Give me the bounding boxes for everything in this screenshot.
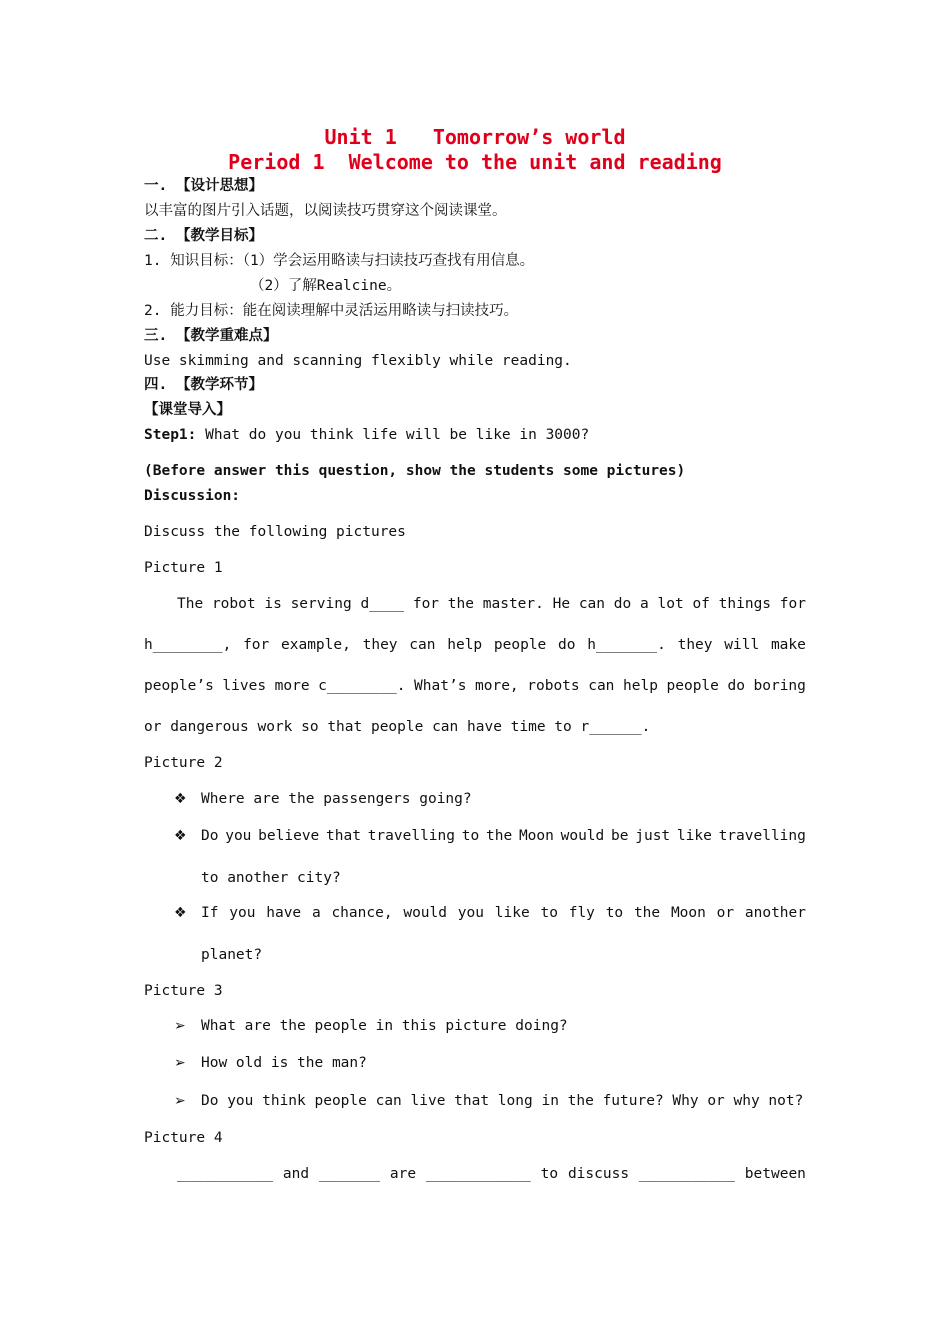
diamond-bullet-icon: ❖ xyxy=(174,791,187,807)
step1-line xyxy=(144,428,589,443)
word: to xyxy=(540,1166,559,1182)
picture1-line2 xyxy=(144,638,806,653)
word: make xyxy=(770,637,806,653)
discuss-instruction: Discuss the following pictures xyxy=(144,524,406,540)
word: can xyxy=(578,596,606,612)
key-points-text: Use skimming and scanning flexibly while reading. xyxy=(144,353,572,369)
word: h_______. xyxy=(587,637,666,653)
section-heading-design: 一. 【设计思想】 xyxy=(144,178,263,194)
word: d____ xyxy=(360,596,405,612)
diamond-bullet-icon: ❖ xyxy=(174,828,187,844)
picture2-label: Picture 2 xyxy=(144,755,223,771)
word: lives xyxy=(222,678,267,694)
design-text: 以丰富的图片引入话题，以阅读技巧贯穿这个阅读课堂。 xyxy=(144,203,507,219)
word: to xyxy=(540,905,558,921)
word: do xyxy=(558,637,576,653)
word: Moon xyxy=(670,905,706,921)
picture3-question-3 xyxy=(174,1094,803,1109)
word: The xyxy=(177,596,204,612)
picture1-label: Picture 1 xyxy=(144,560,223,576)
picture1-line1 xyxy=(177,597,806,612)
arrow-bullet-icon: ➢ xyxy=(174,1018,186,1034)
word: would xyxy=(403,905,447,921)
word: for xyxy=(412,596,440,612)
objective-ability: 2. 能力目标：能在阅读理解中灵活运用略读与扫读技巧。 xyxy=(144,303,519,319)
word: like xyxy=(676,828,712,844)
picture3-label: Picture 3 xyxy=(144,983,223,999)
word: _______ xyxy=(318,1166,381,1182)
word: robot xyxy=(211,596,256,612)
word: the xyxy=(447,596,474,612)
lead-in-heading: 【课堂导入】 xyxy=(144,402,231,418)
word: fly xyxy=(568,905,595,921)
word: ___________ xyxy=(638,1166,735,1182)
picture4-label: Picture 4 xyxy=(144,1130,223,1146)
objective-knowledge-2: （2）了解Realcine。 xyxy=(250,278,402,294)
picture2-question-2-line1 xyxy=(201,829,806,844)
picture2-question-3-line1 xyxy=(201,906,806,921)
before-note: (Before answer this question, show the students some pictures) xyxy=(144,463,686,479)
word: believe xyxy=(258,828,320,844)
word: like xyxy=(494,905,530,921)
discussion-label: Discussion: xyxy=(144,488,241,504)
picture2-question-2-line2: to another city? xyxy=(201,870,341,886)
word: travelling xyxy=(718,828,806,844)
word: and xyxy=(282,1166,310,1182)
word: to xyxy=(461,828,480,844)
word: is xyxy=(264,596,282,612)
word: chance, xyxy=(331,905,393,921)
word: master. xyxy=(482,596,544,612)
word: c________. xyxy=(318,678,406,694)
picture1-line4: or dangerous work so that people can have time to r______. xyxy=(144,719,651,735)
word: a xyxy=(640,596,649,612)
question-text: Where are the passengers going? xyxy=(201,791,472,807)
word: you xyxy=(457,905,484,921)
word: would xyxy=(560,828,605,844)
picture2-question-3-bullet xyxy=(174,906,201,921)
diamond-bullet-icon: ❖ xyxy=(174,905,187,921)
word: more xyxy=(274,678,310,694)
picture3-question-2 xyxy=(174,1056,367,1071)
word: He xyxy=(552,596,571,612)
word: boring xyxy=(753,678,806,694)
word: serving xyxy=(290,596,352,612)
word: just xyxy=(635,828,671,844)
word: between xyxy=(744,1166,806,1182)
word: will xyxy=(724,637,760,653)
word: Moon xyxy=(518,828,554,844)
word: the xyxy=(633,905,661,921)
word: they xyxy=(677,637,713,653)
arrow-bullet-icon: ➢ xyxy=(174,1093,186,1109)
picture4-line1 xyxy=(177,1167,806,1182)
unit-title: Unit 1 Tomorrow’s world xyxy=(324,125,626,149)
step1-label: Step1: xyxy=(144,427,197,443)
word: do xyxy=(727,678,745,694)
word: lot xyxy=(657,596,684,612)
word: travelling xyxy=(367,828,456,844)
picture2-question-1 xyxy=(174,792,472,807)
word: ____________ xyxy=(425,1166,531,1182)
word: ___________ xyxy=(177,1166,274,1182)
picture3-question-1 xyxy=(174,1019,568,1034)
word: do xyxy=(613,596,632,612)
word: h________, xyxy=(144,637,232,653)
word: that xyxy=(326,828,361,844)
word: people xyxy=(666,678,719,694)
word: they xyxy=(362,637,398,653)
word: help xyxy=(447,637,483,653)
word: can xyxy=(588,678,615,694)
picture1-line3 xyxy=(144,679,806,694)
word: discuss xyxy=(567,1166,630,1182)
section-heading-objectives: 二. 【教学目标】 xyxy=(144,228,263,244)
word: for xyxy=(243,637,270,653)
word: help xyxy=(623,678,658,694)
section-heading-key-points: 三. 【教学重难点】 xyxy=(144,328,278,344)
word: robots xyxy=(527,678,580,694)
word: have xyxy=(266,905,302,921)
word: the xyxy=(485,828,513,844)
arrow-bullet-icon: ➢ xyxy=(174,1055,186,1071)
word: people xyxy=(493,637,547,653)
word: things xyxy=(718,596,772,612)
word: example, xyxy=(281,637,351,653)
word: Do xyxy=(201,828,219,844)
word: What’s xyxy=(414,678,467,694)
word: you xyxy=(229,905,256,921)
question-text: Do you think people can live that long in the future? Why or why not? xyxy=(201,1093,804,1109)
picture2-question-3-line2: planet? xyxy=(201,947,263,963)
picture2-question-2-bullet xyxy=(174,829,201,844)
question-text: What are the people in this picture doing? xyxy=(201,1018,568,1034)
word: of xyxy=(692,596,710,612)
word: another xyxy=(744,905,806,921)
section-heading-procedure: 四. 【教学环节】 xyxy=(144,377,263,393)
word: to xyxy=(605,905,624,921)
question-text: How old is the man? xyxy=(201,1055,367,1071)
word: are xyxy=(389,1166,417,1182)
period-title: Period 1 Welcome to the unit and reading xyxy=(228,150,722,174)
word: can xyxy=(409,637,436,653)
word: be xyxy=(611,828,629,844)
word: for xyxy=(779,596,806,612)
step1-question: What do you think life will be like in 3000? xyxy=(196,427,590,443)
word: a xyxy=(311,905,321,921)
word: If xyxy=(201,905,219,921)
objective-knowledge-1: 1. 知识目标：（1）学会运用略读与扫读技巧查找有用信息。 xyxy=(144,253,535,269)
word: or xyxy=(716,905,735,921)
word: you xyxy=(225,828,252,844)
word: people’s xyxy=(144,678,214,694)
word: more, xyxy=(475,678,519,694)
